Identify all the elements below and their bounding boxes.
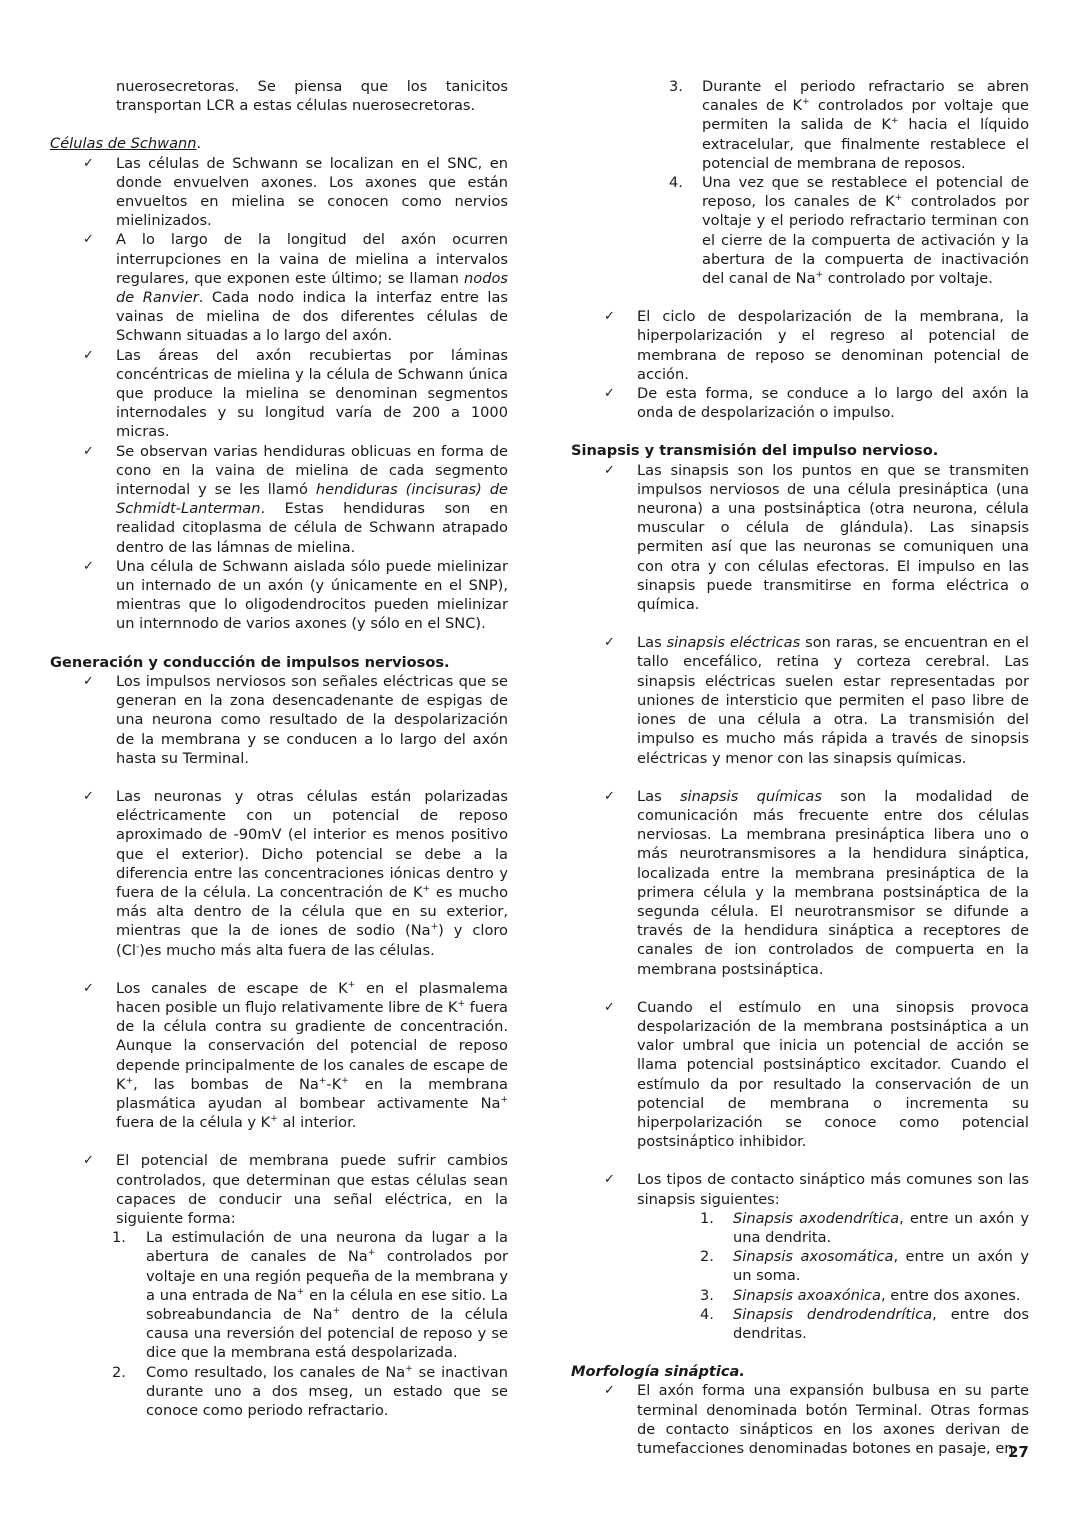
checkmark-icon: ✓ xyxy=(604,635,615,651)
list-item: ✓ Cuando el estímulo en una sinopsis provoca despolarización de la membrana postsináptica a un valor umbral que inicia un potencial de acción se llama potencial postsináptico excitador. Cuando el estímulo da por resultado la conservación de un potencial de membrana o incrementa su hiperpolarización se conoce como potencial postsináptico inhibidor. xyxy=(604,998,1029,1151)
list-item: ✓ Las células de Schwann se localizan en el SNC, en donde envuelven axones. Los axones que están envueltos en mielina se conocen como nervios mielinizados. xyxy=(83,154,508,230)
list-item: ✓ Las neuronas y otras células están polarizadas eléctricamente con un potencial de reposo aproximado de -90mV (el interior es menos positivo que el exterior). Dicho potencial se debe a la diferencia entre las concentraciones iónicas dentro y fuera de la célula. La concentración de K+ es mucho más alta dentro de la célula que en su exterior, mientras que la de iones de sodio (Na+) y cloro (Cl-)es mucho más alta fuera de las células. xyxy=(83,787,508,959)
numbered-item: 4. Sinapsis dendrodendrítica, entre dos dendritas. xyxy=(700,1305,1029,1342)
list-item: ✓ El ciclo de despolarización de la membrana, la hiperpolarización y el regreso al potencial de membrana de reposo se denominan potencial de acción. xyxy=(604,308,1029,383)
list-item: ✓ Las sinapsis eléctricas son raras, se encuentran en el tallo encefálico, retina y corteza cerebral. Las sinapsis eléctricas suelen estar representadas por uniones de intersticio que permiten el paso libre de iones de una célula a otra. La transmisión del impulso es mucho más rápida a través de sinopsis eléctricas y menor con las sinapsis químicas. xyxy=(604,634,1029,767)
list-item: ✓ Los tipos de contacto sináptico más comunes son las sinapsis siguientes: 1. Sinapsis axodendrítica, entre un axón y una dendrita. 2. Sinapsis axosomática, entre un axón y un soma. 3. Sinapsis axoaxónica, entre dos axones. 4. Sinapsis dendrodendrítica, entre dos dendritas. xyxy=(604,1171,1029,1342)
checkmark-icon: ✓ xyxy=(83,155,94,171)
morphology-bullets xyxy=(571,1381,1029,1458)
checkmark-icon: ✓ xyxy=(83,443,94,459)
generation-bullets-4 xyxy=(50,1151,508,1420)
list-item: ✓ Las sinapsis son los puntos en que se transmiten impulsos nerviosos de una célula presináptica (una neurona) a una postsináptica (otra neurona, célula muscular o célula de glándula). Las sinapsis permiten así que las neuronas se comuniquen una con otra y con células efectoras. El impulso en las sinapsis puede transmitirse en forma eléctrica o química. xyxy=(604,461,1029,614)
numbered-item: 1. Sinapsis axodendrítica, entre un axón y una dendrita. xyxy=(700,1209,1029,1246)
list-item: ✓ Una célula de Schwann aislada sólo puede mielinizar un internado de un axón (y únicamente en el SNP), mientras que lo oligodendrocitos pueden mielinizar un internnodo de varios axones (y sólo en el SNC). xyxy=(83,557,508,633)
synapse-bullets xyxy=(571,461,1029,615)
list-item: ✓ Los impulsos nerviosos son señales eléctricas que se generan en la zona desencadenante de espigas de una neurona como resultado de la despolarización de la membrana y se conducen a lo largo del axón hasta su Terminal. xyxy=(83,672,508,767)
section-heading-synapse: Sinapsis y transmisión del impulso nervioso. xyxy=(571,442,939,460)
checkmark-icon: ✓ xyxy=(83,232,94,248)
checkmark-icon: ✓ xyxy=(83,1153,94,1169)
checkmark-icon: ✓ xyxy=(604,462,615,478)
numbered-item: 4. Una vez que se restablece el potencial de reposo, los canales de K+ controlados por voltaje y el periodo refractario terminan con el cierre de la compuerta de activación y la abertura de la compuerta de inactivación del canal de Na+ controlado por voltaje. xyxy=(669,174,1030,288)
list-item: ✓ Se observan varias hendiduras oblicuas en forma de cono en la vaina de mielina de cada segmento internodal y se les llamó hendiduras (incisuras) de Schmidt-Lanterman. Estas hendiduras son en realidad citoplasma de célula de Schwann atrapado dentro de las lámnas de mielina. xyxy=(83,442,508,556)
left-column xyxy=(50,77,508,1420)
section-synapse xyxy=(571,441,1029,1343)
generation-bullets-3 xyxy=(50,979,508,1133)
schwann-bullets xyxy=(50,154,508,634)
numbered-item: 2. Como resultado, los canales de Na+ se inactivan durante uno a dos mseg, un estado que se conoce como periodo refractario. xyxy=(112,1363,508,1419)
list-item: ✓ Los canales de escape de K+ en el plasmalema hacen posible un flujo relativamente libre de K+ fuera de la célula contra su gradiente de concentración. Aunque la conservación del potencial de reposo depende principalmente de los canales de escape de K+, las bombas de Na+-K+ en la membrana plasmática ayudan al bombear activamente Na+ fuera de la célula y K+ al interior. xyxy=(83,979,508,1132)
generation-bullets xyxy=(50,672,508,768)
synapse-bullets-2 xyxy=(571,633,1029,767)
section-generation xyxy=(50,653,508,1421)
list-item: ✓ El potencial de membrana puede sufrir cambios controlados, que determinan que estas células sean capaces de conducir una señal eléctrica, en la siguiente forma: 1. La estimulación de una neurona da lugar a la abertura de canales de Na+ controlados por voltaje en una región pequeña de la membrana y a una entrada de Na+ en la célula en ese sitio. La sobreabundancia de Na+ dentro de la célula causa una reversión del potencial de reposo y se dice que la membrana está despolarizada. 2. Como resultado, los canales de Na+ se inactivan durante uno a dos mseg, un estado que se conoce como periodo refractario. xyxy=(50,1151,508,1420)
section-morphology xyxy=(571,1362,1029,1458)
numbered-item: 2. Sinapsis axosomática, entre un axón y un soma. xyxy=(700,1248,1029,1285)
list-item: ✓ Las áreas del axón recubiertas por láminas concéntricas de mielina y la célula de Schwann única que produce la mielina se denominan segmentos internodales y su longitud varía de 200 a 1000 micras. xyxy=(83,346,508,441)
section-heading-morphology: Morfología sináptica. xyxy=(571,1363,745,1381)
action-potential-steps xyxy=(50,1228,508,1420)
checkmark-icon: ✓ xyxy=(83,788,94,804)
synapse-bullets-5 xyxy=(571,1170,1029,1343)
checkmark-icon: ✓ xyxy=(604,1383,615,1399)
numbered-item: 3. Sinapsis axoaxónica, entre dos axones. xyxy=(700,1286,1021,1304)
checkmark-icon: ✓ xyxy=(83,980,94,996)
checkmark-icon: ✓ xyxy=(83,558,94,574)
section-heading-generation: Generación y conducción de impulsos nerviosos. xyxy=(50,653,450,671)
list-item: ✓ A lo largo de la longitud del axón ocurren interrupciones en la vaina de mielina a intervalos regulares, que exponen este último; se llaman nodos de Ranvier. Cada nodo indica la interfaz entre las vainas de mielina de dos diferentes células de Schwann situadas a lo largo del axón. xyxy=(83,231,508,345)
generation-bullets-2 xyxy=(50,787,508,960)
checkmark-icon: ✓ xyxy=(604,1172,615,1188)
list-item: ✓ Las sinapsis químicas son la modalidad de comunicación más frecuente entre dos células nerviosas. La membrana presináptica libera uno o más neurotransmisores a la hendidura sináptica, localizada entre la membrana presináptica de la primera célula y la membrana postsináptica de la segunda célula. El neurotransmisor se difunde a través de la hendidura sináptica a receptores de canales de ion controlados de compuerta en la membrana postsináptica. xyxy=(604,787,1029,978)
right-column xyxy=(571,77,1029,1458)
numbered-item: 3. Durante el periodo refractario se abren canales de K+ controlados por voltaje que permiten la salida de K+ hacia el líquido extracelular, que finalmente restablece el potencial de membrana de reposos. xyxy=(669,78,1030,172)
synapse-bullets-4 xyxy=(571,998,1029,1152)
checkmark-icon: ✓ xyxy=(604,309,615,325)
action-potential-steps-continued xyxy=(571,77,1029,288)
checkmark-icon: ✓ xyxy=(83,347,94,363)
section-heading-schwann: Células de Schwann. xyxy=(50,135,202,153)
action-potential-bullets xyxy=(571,307,1029,422)
checkmark-icon: ✓ xyxy=(604,386,615,402)
checkmark-icon: ✓ xyxy=(604,999,615,1015)
synapse-types xyxy=(637,1209,1029,1343)
page-number: 27 xyxy=(1008,1443,1029,1461)
continuation-paragraph: nuerosecretoras. Se piensa que los tanicitos transportan LCR a estas células nuerosecretoras. xyxy=(116,78,508,115)
synapse-bullets-3 xyxy=(571,787,1029,979)
list-item: ✓ El axón forma una expansión bulbusa en su parte terminal denominada botón Terminal. Otras formas de contacto sinápticos en los axones derivan de tumefacciones denominadas botones en pasaje, en xyxy=(604,1382,1029,1457)
checkmark-icon: ✓ xyxy=(83,673,94,689)
list-item: ✓ De esta forma, se conduce a lo largo del axón la onda de despolarización o impulso. xyxy=(604,385,1029,422)
section-schwann xyxy=(50,134,508,633)
checkmark-icon: ✓ xyxy=(604,788,615,804)
numbered-item: 1. La estimulación de una neurona da lugar a la abertura de canales de Na+ controlados por voltaje en una región pequeña de la membrana y a una entrada de Na+ en la célula en ese sitio. La sobreabundancia de Na+ dentro de la célula causa una reversión del potencial de reposo y se dice que la membrana está despolarizada. xyxy=(112,1229,509,1362)
